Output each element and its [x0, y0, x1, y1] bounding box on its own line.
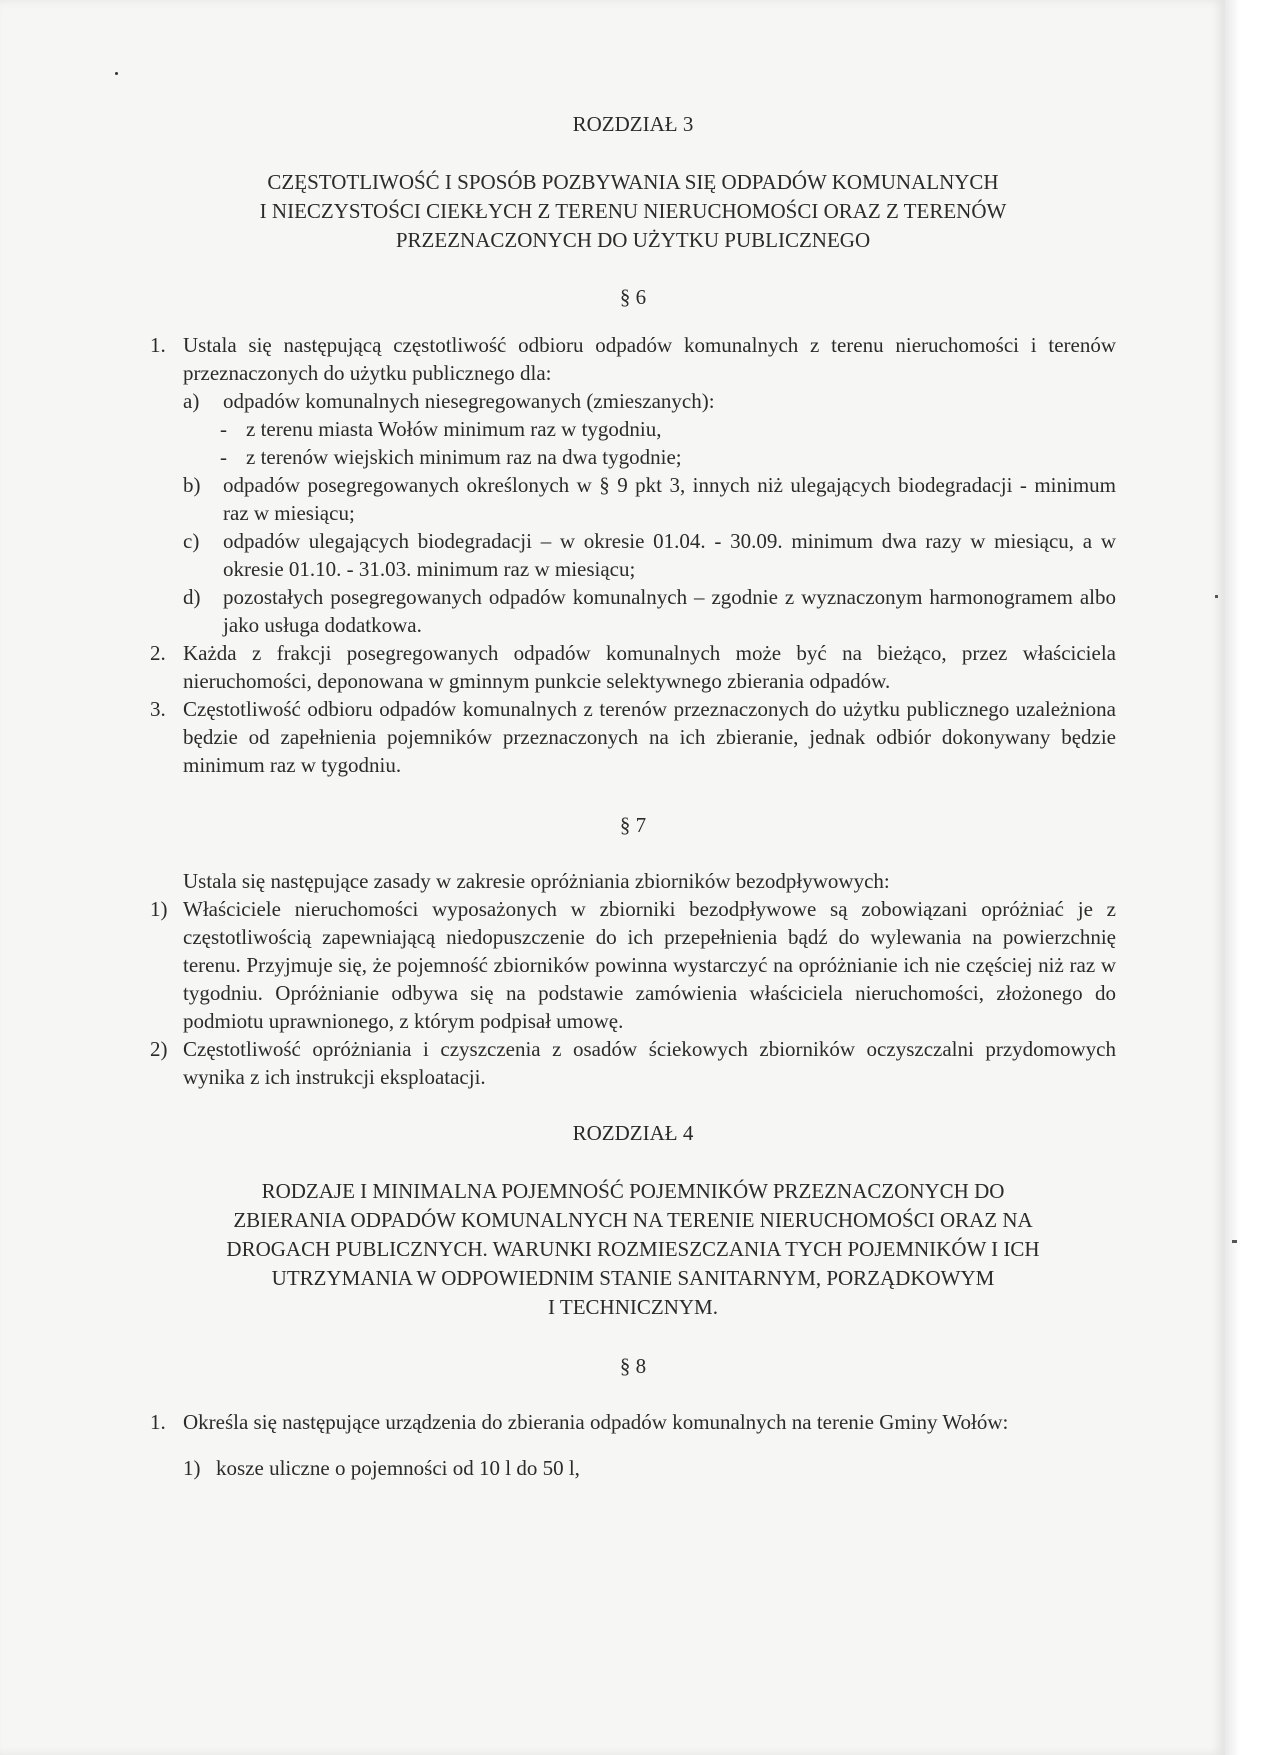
item-text: Częstotliwość odbioru odpadów komunalnych z terenów przeznaczonych do użytku publicznego uzależniona będzie od zapełnienia pojemników przeznaczonych na ich zbieranie, jednak odbiór dokonywany będzie minimum raz w tygodniu.	[183, 697, 1116, 777]
section-item	[150, 895, 1116, 1035]
section-item	[150, 695, 1116, 779]
sub-item	[183, 527, 1116, 583]
section-item	[183, 1454, 1116, 1482]
item-text: kosze uliczne o pojemności od 10 l do 50 l,	[216, 1456, 580, 1480]
chapter-heading: ROZDZIAŁ 3	[572, 112, 694, 136]
item-number: 1.	[150, 333, 166, 357]
dash-item	[220, 443, 1116, 471]
sub-item	[183, 583, 1116, 639]
section-item	[150, 639, 1116, 695]
item-text: Ustala się następującą częstotliwość odbioru odpadów komunalnych z terenu nieruchomości i terenów przeznaczonych do użytku publicznego dla:	[183, 333, 1116, 385]
chapter-title-line: PRZEZNACZONYCH DO UŻYTKU PUBLICZNEGO	[395, 228, 871, 252]
chapter-title-line: DROGACH PUBLICZNYCH. WARUNKI ROZMIESZCZANIA TYCH POJEMNIKÓW I ICH	[226, 1237, 1040, 1261]
item-number: 2)	[150, 1037, 168, 1061]
dash-item	[220, 415, 1116, 443]
chapter-title-line: CZĘSTOTLIWOŚĆ I SPOSÓB POZBYWANIA SIĘ ODPADÓW KOMUNALNYCH	[267, 170, 999, 194]
section-intro: Ustala się następujące zasady w zakresie opróżniania zbiorników bezodpływowych:	[183, 869, 890, 893]
sub-item-mark: b)	[183, 473, 201, 497]
item-number: 3.	[150, 697, 166, 721]
sub-item-mark: d)	[183, 585, 201, 609]
scan-edge	[1225, 0, 1275, 1755]
item-number: 2.	[150, 641, 166, 665]
section-item	[150, 1408, 1116, 1436]
paragraph-sign: § 7	[619, 813, 647, 837]
sub-item-text: odpadów ulegających biodegradacji – w okresie 01.04. - 30.09. minimum dwa razy w miesiącu, a w okresie 01.10. - 31.03. minimum raz w miesiącu;	[223, 529, 1116, 581]
chapter-title-line: RODZAJE I MINIMALNA POJEMNOŚĆ POJEMNIKÓW PRZEZNACZONYCH DO	[261, 1179, 1005, 1203]
item-text: Właściciele nieruchomości wyposażonych w zbiorniki bezodpływowe są zobowiązani opróżniać je z częstotliwością zapewniającą niedopuszczenie do ich przepełnienia bądź do wylewania na powierzchnię terenu. Przyjmuje się, że pojemność zbiorników powinna wystarczyć na opróżnianie ich nie częściej niż raz w tygodniu. Opróżnianie odbywa się na podstawie zamówienia właściciela nieruchomości, złożonego do podmiotu uprawnionego, z którym podpisał umowę.	[183, 897, 1116, 1033]
document-content	[150, 110, 1116, 1482]
scan-dust	[1215, 595, 1218, 598]
item-number: 1)	[183, 1456, 201, 1480]
sub-item-text: pozostałych posegregowanych odpadów komunalnych – zgodnie z wyznaczonym harmonogramem albo jako usługa dodatkowa.	[223, 585, 1116, 637]
sub-item-mark: c)	[183, 529, 200, 553]
chapter-title	[150, 168, 1116, 255]
item-text: Określa się następujące urządzenia do zbierania odpadów komunalnych na terenie Gminy Wołów:	[183, 1410, 1009, 1434]
chapter-heading: ROZDZIAŁ 4	[572, 1121, 694, 1145]
chapter-title-line: I NIECZYSTOŚCI CIEKŁYCH Z TERENU NIERUCHOMOŚCI ORAZ Z TERENÓW	[259, 199, 1007, 223]
scan-dust	[115, 72, 118, 75]
dash-text: z terenu miasta Wołów minimum raz w tygodniu,	[246, 417, 662, 441]
dash-mark: -	[220, 445, 227, 469]
chapter-title-line: UTRZYMANIA W ODPOWIEDNIM STANIE SANITARNYM, PORZĄDKOWYM	[271, 1266, 995, 1290]
item-text: Każda z frakcji posegregowanych odpadów komunalnych może być na bieżąco, przez właściciela nieruchomości, deponowana w gminnym punkcie selektywnego zbierania odpadów.	[183, 641, 1116, 693]
chapter-title-line: I TECHNICZNYM.	[548, 1295, 718, 1319]
section-item	[150, 1035, 1116, 1091]
item-number: 1.	[150, 1410, 166, 1434]
chapter-title	[150, 1177, 1116, 1322]
scan-dust	[1232, 1240, 1237, 1243]
dash-text: z terenów wiejskich minimum raz na dwa tygodnie;	[246, 445, 682, 469]
chapter-title-line: ZBIERANIA ODPADÓW KOMUNALNYCH NA TERENIE NIERUCHOMOŚCI ORAZ NA	[233, 1208, 1033, 1232]
item-text: Częstotliwość opróżniania i czyszczenia z osadów ściekowych zbiorników oczyszczalni przydomowych wynika z ich instrukcji eksploatacji.	[183, 1037, 1116, 1089]
section-item	[150, 331, 1116, 387]
sub-item	[183, 471, 1116, 527]
sub-item-mark: a)	[183, 389, 200, 413]
item-number: 1)	[150, 897, 168, 921]
sub-item-text: odpadów komunalnych niesegregowanych (zmieszanych):	[223, 389, 715, 413]
sub-item-text: odpadów posegregowanych określonych w § 9 pkt 3, innych niż ulegających biodegradacji - minimum raz w miesiącu;	[223, 473, 1116, 525]
sub-item	[183, 387, 1116, 415]
paragraph-sign: § 8	[619, 1354, 647, 1378]
paragraph-sign: § 6	[619, 285, 647, 309]
dash-mark: -	[220, 417, 227, 441]
